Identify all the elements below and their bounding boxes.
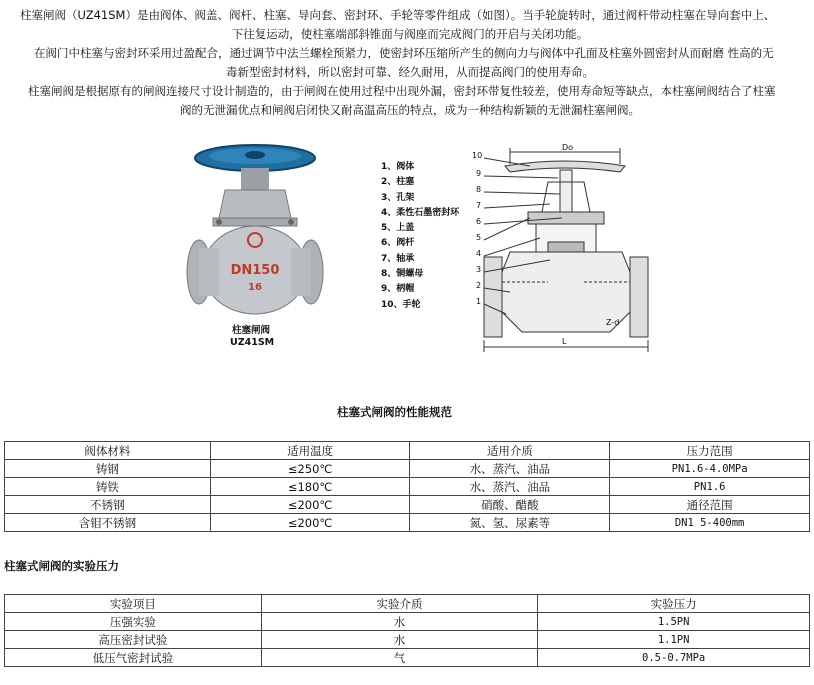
table-cell: 水、蒸汽、油品 bbox=[410, 478, 610, 496]
table-cell: 氮、氢、尿素等 bbox=[410, 514, 610, 532]
table-cell: ≤200℃ bbox=[210, 496, 410, 514]
part-item: 3、孔架 bbox=[381, 192, 415, 203]
photo-model: UZ41SM bbox=[230, 337, 275, 348]
part-item: 4、柔性石墨密封环 bbox=[381, 207, 460, 218]
table-cell: 不锈钢 bbox=[5, 496, 211, 514]
drawing-number: 4 bbox=[476, 249, 482, 258]
drawing-z-label: Z-d bbox=[606, 318, 620, 327]
table-header-cell: 实验压力 bbox=[538, 595, 810, 613]
table-header-cell: 实验介质 bbox=[261, 595, 538, 613]
drawing-number: 3 bbox=[476, 265, 482, 274]
drawing-do-label: Do bbox=[562, 143, 574, 152]
part-item: 6、阀杆 bbox=[381, 238, 415, 249]
parts-list bbox=[381, 160, 459, 313]
table-cell: DN1 5-400mm bbox=[610, 514, 810, 532]
intro-line: 阀的无泄漏优点和闸阀启闭快又耐高温高压的特点，成为一种结构新颖的无泄漏柱塞闸阀。 bbox=[180, 103, 640, 117]
table-cell: 高压密封试验 bbox=[5, 631, 262, 649]
part-item: 9、柄帽 bbox=[381, 284, 415, 295]
table-cell: 气 bbox=[261, 649, 538, 667]
performance-table bbox=[4, 441, 810, 532]
intro-text bbox=[14, 6, 806, 120]
table-cell: 铸铁 bbox=[5, 478, 211, 496]
table-header-cell: 实验项目 bbox=[5, 595, 262, 613]
table-cell: ≤250℃ bbox=[210, 460, 410, 478]
table-header-cell: 压力范围 bbox=[610, 442, 810, 460]
table-row bbox=[5, 649, 810, 667]
table-header-row bbox=[5, 595, 810, 613]
table-header-cell: 阀体材料 bbox=[5, 442, 211, 460]
table-header-row bbox=[5, 442, 810, 460]
table-cell: 水 bbox=[261, 631, 538, 649]
table-row bbox=[5, 631, 810, 649]
part-item: 7、轴承 bbox=[381, 253, 415, 264]
table-cell: PN1.6-4.0MPa bbox=[610, 460, 810, 478]
intro-line: 在阀门中柱塞与密封环采用过盈配合，通过调节中法兰螺栓预紧力，使密封环压缩所产生的侧向力与阀体中孔面及柱塞外圆密封从而耐磨 性高的无 bbox=[34, 46, 774, 60]
table-cell: PN1.6 bbox=[610, 478, 810, 496]
table-row bbox=[5, 613, 810, 631]
drawing-number: 2 bbox=[476, 281, 482, 290]
part-item: 10、手轮 bbox=[381, 299, 421, 310]
part-item: 1、阀体 bbox=[381, 162, 415, 172]
table-cell: 1.1PN bbox=[538, 631, 810, 649]
photo-caption: 柱塞闸阀 bbox=[232, 325, 271, 336]
table-cell: 0.5-0.7MPa bbox=[538, 649, 810, 667]
drawing-l-label: L bbox=[562, 337, 567, 346]
table-cell: 压强实验 bbox=[5, 613, 262, 631]
table-header-cell: 适用介质 bbox=[410, 442, 610, 460]
table-cell: 1.5PN bbox=[538, 613, 810, 631]
intro-line: 柱塞闸阀（UZ41SM）是由阀体、阀盖、阀杆、柱塞、导向套、密封环、手轮等零件组成（如图）。当手轮旋转时，通过阀杆带动柱塞在导向套中上、 bbox=[20, 8, 776, 22]
photo-size-text: DN150 bbox=[230, 263, 280, 278]
table-cell: 通径范围 bbox=[610, 496, 810, 514]
table-cell: 低压气密封试验 bbox=[5, 649, 262, 667]
drawing-number: 5 bbox=[476, 233, 482, 242]
part-item: 2、柱塞 bbox=[381, 177, 415, 188]
test-pressure-table bbox=[4, 594, 810, 667]
table-header-cell: 适用温度 bbox=[210, 442, 410, 460]
table-cell: 水、蒸汽、油品 bbox=[410, 460, 610, 478]
table-cell: 铸钢 bbox=[5, 460, 211, 478]
valve-section-drawing bbox=[470, 142, 670, 357]
drawing-number: 9 bbox=[476, 169, 482, 178]
photo-pressure-text: 16 bbox=[248, 282, 262, 293]
part-item: 5、上盖 bbox=[381, 223, 415, 234]
table-row bbox=[5, 478, 810, 496]
intro-line: 毒新型密封材料，所以密封可靠、经久耐用，从而提高阀门的使用寿命。 bbox=[226, 65, 594, 79]
drawing-number: 8 bbox=[476, 185, 482, 194]
drawing-number: 7 bbox=[476, 201, 482, 210]
table-cell: 硝酸、醋酸 bbox=[410, 496, 610, 514]
drawing-number: 6 bbox=[476, 217, 482, 226]
table-row bbox=[5, 460, 810, 478]
drawing-number: 1 bbox=[476, 297, 482, 306]
table-row bbox=[5, 514, 810, 532]
table2-title: 柱塞式闸阀的实验压力 bbox=[4, 559, 119, 573]
table-cell: 含钼不锈钢 bbox=[5, 514, 211, 532]
part-item: 8、铜螺母 bbox=[381, 269, 424, 280]
table1-title: 柱塞式闸阀的性能规范 bbox=[337, 405, 452, 419]
intro-line: 下往复运动，使柱塞端部斜锥面与阀座而完成阀门的开启与关闭功能。 bbox=[231, 27, 589, 41]
table-row bbox=[5, 496, 810, 514]
table-cell: ≤180℃ bbox=[210, 478, 410, 496]
drawing-number: 10 bbox=[472, 151, 483, 160]
table-cell: 水 bbox=[261, 613, 538, 631]
intro-line: 柱塞闸阀是根据原有的闸阀连接尺寸设计制造的，由于闸阀在使用过程中出现外漏，密封环带复性较差，使用寿命短等缺点，本柱塞闸阀结合了柱塞 bbox=[28, 84, 776, 98]
table-cell: ≤200℃ bbox=[210, 514, 410, 532]
